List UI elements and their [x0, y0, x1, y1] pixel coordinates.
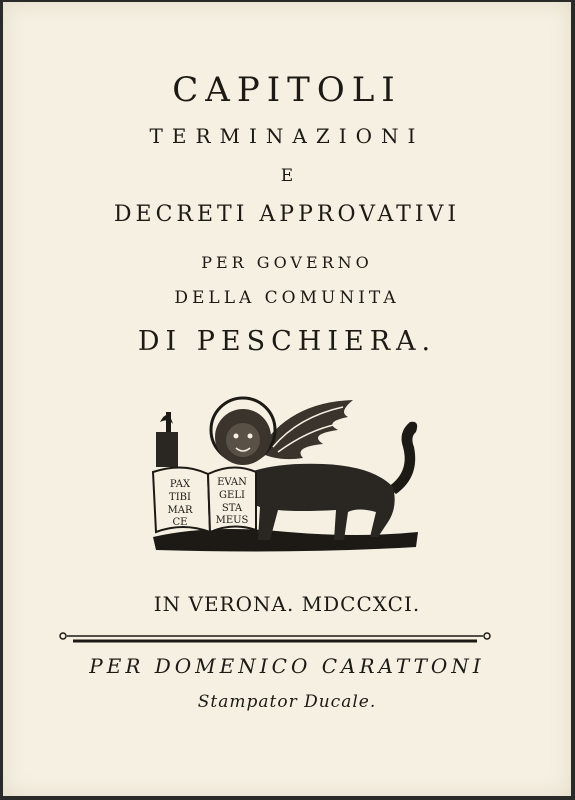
imprint-printer-title: Stampator Ducale.	[197, 692, 377, 712]
book-text-pax: PAX	[169, 479, 191, 490]
title-line-capitoli: CAPITOLI	[172, 70, 402, 110]
title-line-comunita: DELLA COMUNITA	[174, 288, 400, 308]
decorative-rule-divider	[59, 628, 491, 648]
title-line-terminazioni: TERMINAZIONI	[149, 124, 425, 148]
title-line-peschiera: DI PESCHIERA.	[137, 326, 437, 357]
book-text-sta: STA	[221, 503, 243, 514]
imprint-place-date: IN VERONA. MDCCXCI.	[153, 592, 421, 616]
book-text-geli: GELI	[219, 490, 245, 501]
title-line-decreti: DECRETI APPROVATIVI	[113, 202, 461, 227]
winged-lion-of-st-mark-icon	[148, 392, 423, 557]
book-text-meus: MEUS	[215, 515, 249, 526]
title-line-e: E	[280, 166, 294, 186]
book-text-ce: CE	[172, 517, 188, 528]
imprint-printer: PER DOMENICO CARATTONI	[89, 654, 485, 678]
book-text-mar: MAR	[167, 505, 193, 516]
book-text-evan: EVAN	[217, 477, 247, 488]
title-line-per-governo: PER GOVERNO	[201, 253, 373, 272]
book-text-tibi: TIBI	[169, 492, 191, 503]
title-page	[3, 2, 571, 796]
